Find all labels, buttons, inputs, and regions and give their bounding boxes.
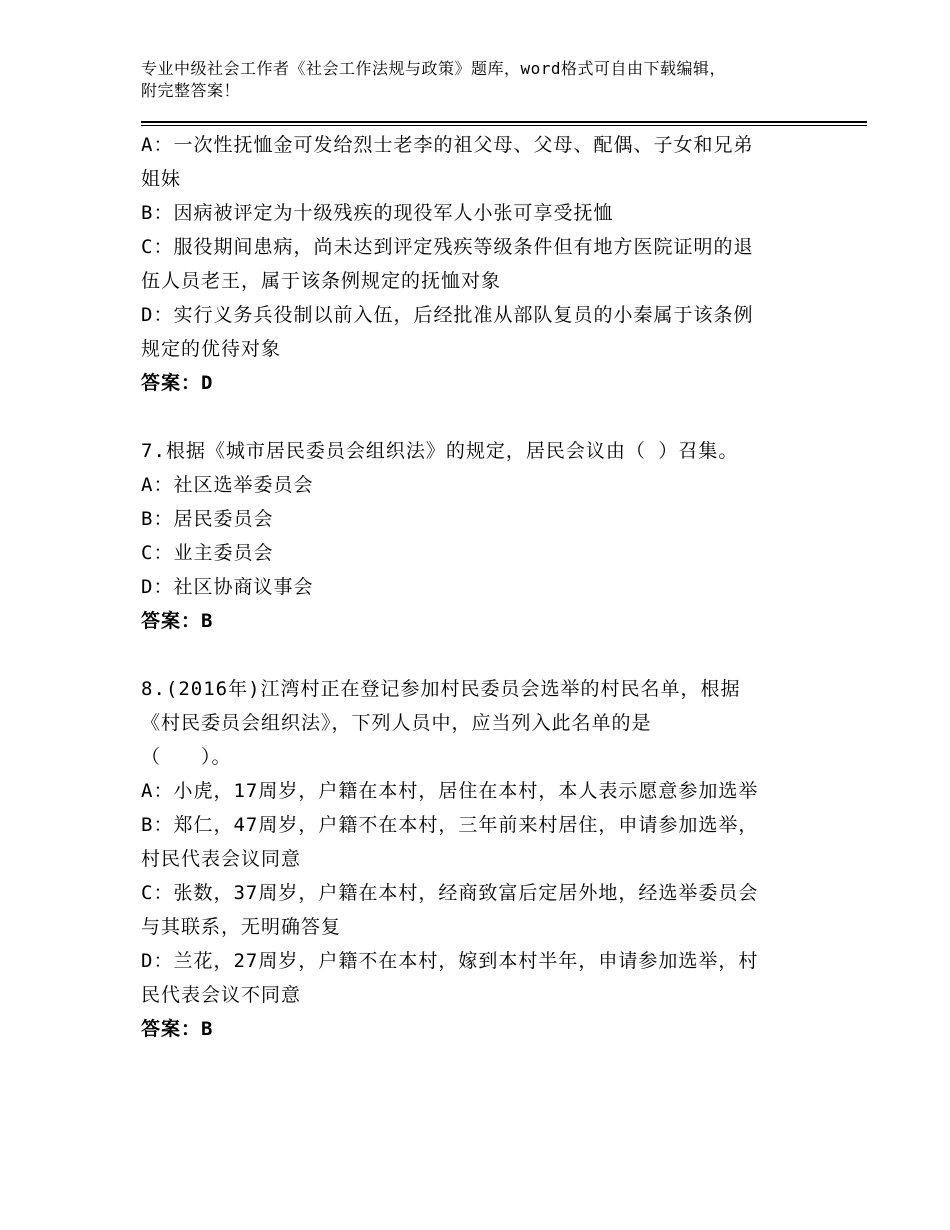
option-c-line-2: 与其联系，无明确答复 bbox=[141, 916, 342, 938]
option-d-line-2: 规定的优待对象 bbox=[141, 338, 282, 360]
option-a: A：社区选举委员会 bbox=[141, 474, 314, 496]
header-divider-thin bbox=[141, 125, 867, 126]
question-8-line-2: 《村民委员会组织法》，下列人员中，应当列入此名单的是 bbox=[141, 712, 652, 734]
option-d-line-2: 民代表会议不同意 bbox=[141, 984, 302, 1006]
option-b-line-1: B：因病被评定为十级残疾的现役军人小张可享受抚恤 bbox=[141, 202, 614, 224]
question-6-options bbox=[141, 128, 821, 400]
question-8-line-3: （ ）。 bbox=[141, 746, 232, 768]
answer-7: 答案：B bbox=[141, 610, 214, 632]
header-line-1: 专业中级社会工作者《社会工作法规与政策》题库，word格式可自由下载编辑， bbox=[141, 59, 727, 78]
question-8-line-1: 8.(2016年)江湾村正在登记参加村民委员会选举的村民名单，根据 bbox=[141, 678, 741, 700]
option-c-line-1: C：张数，37周岁，户籍在本村，经商致富后定居外地，经选举委员会 bbox=[141, 882, 759, 904]
question-8 bbox=[141, 672, 821, 1046]
question-7-text: 7.根据《城市居民委员会组织法》的规定，居民会议由（ ）召集。 bbox=[141, 440, 739, 462]
option-d: D：社区协商议事会 bbox=[141, 576, 314, 598]
option-c-line-1: C：服役期间患病，尚未达到评定残疾等级条件但有地方医院证明的退 bbox=[141, 236, 754, 258]
option-b: B：居民委员会 bbox=[141, 508, 274, 530]
option-c-line-2: 伍人员老王，属于该条例规定的抚恤对象 bbox=[141, 270, 502, 292]
answer-6: 答案：D bbox=[141, 372, 214, 394]
option-a-line-1: A：小虎，17周岁，户籍在本村，居住在本村，本人表示愿意参加选举 bbox=[141, 780, 759, 802]
spacer bbox=[141, 638, 821, 672]
option-c: C：业主委员会 bbox=[141, 542, 274, 564]
question-7 bbox=[141, 434, 821, 638]
spacer bbox=[141, 400, 821, 434]
option-d-line-1: D：实行义务兵役制以前入伍，后经批准从部队复员的小秦属于该条例 bbox=[141, 304, 754, 326]
answer-8: 答案：B bbox=[141, 1018, 214, 1040]
header-line-2: 附完整答案！ bbox=[141, 81, 241, 100]
option-d-line-1: D：兰花，27周岁，户籍不在本村，嫁到本村半年，申请参加选举，村 bbox=[141, 950, 759, 972]
option-a-line-1: A：一次性抚恤金可发给烈士老李的祖父母、父母、配偶、子女和兄弟 bbox=[141, 134, 754, 156]
option-b-line-1: B：郑仁，47周岁，户籍不在本村，三年前来村居住，申请参加选举， bbox=[141, 814, 759, 836]
page-header bbox=[141, 58, 821, 102]
option-a-line-2: 姐妹 bbox=[141, 168, 182, 190]
header-divider-thick bbox=[141, 121, 867, 123]
document-body bbox=[141, 128, 821, 1046]
option-b-line-2: 村民代表会议同意 bbox=[141, 848, 302, 870]
